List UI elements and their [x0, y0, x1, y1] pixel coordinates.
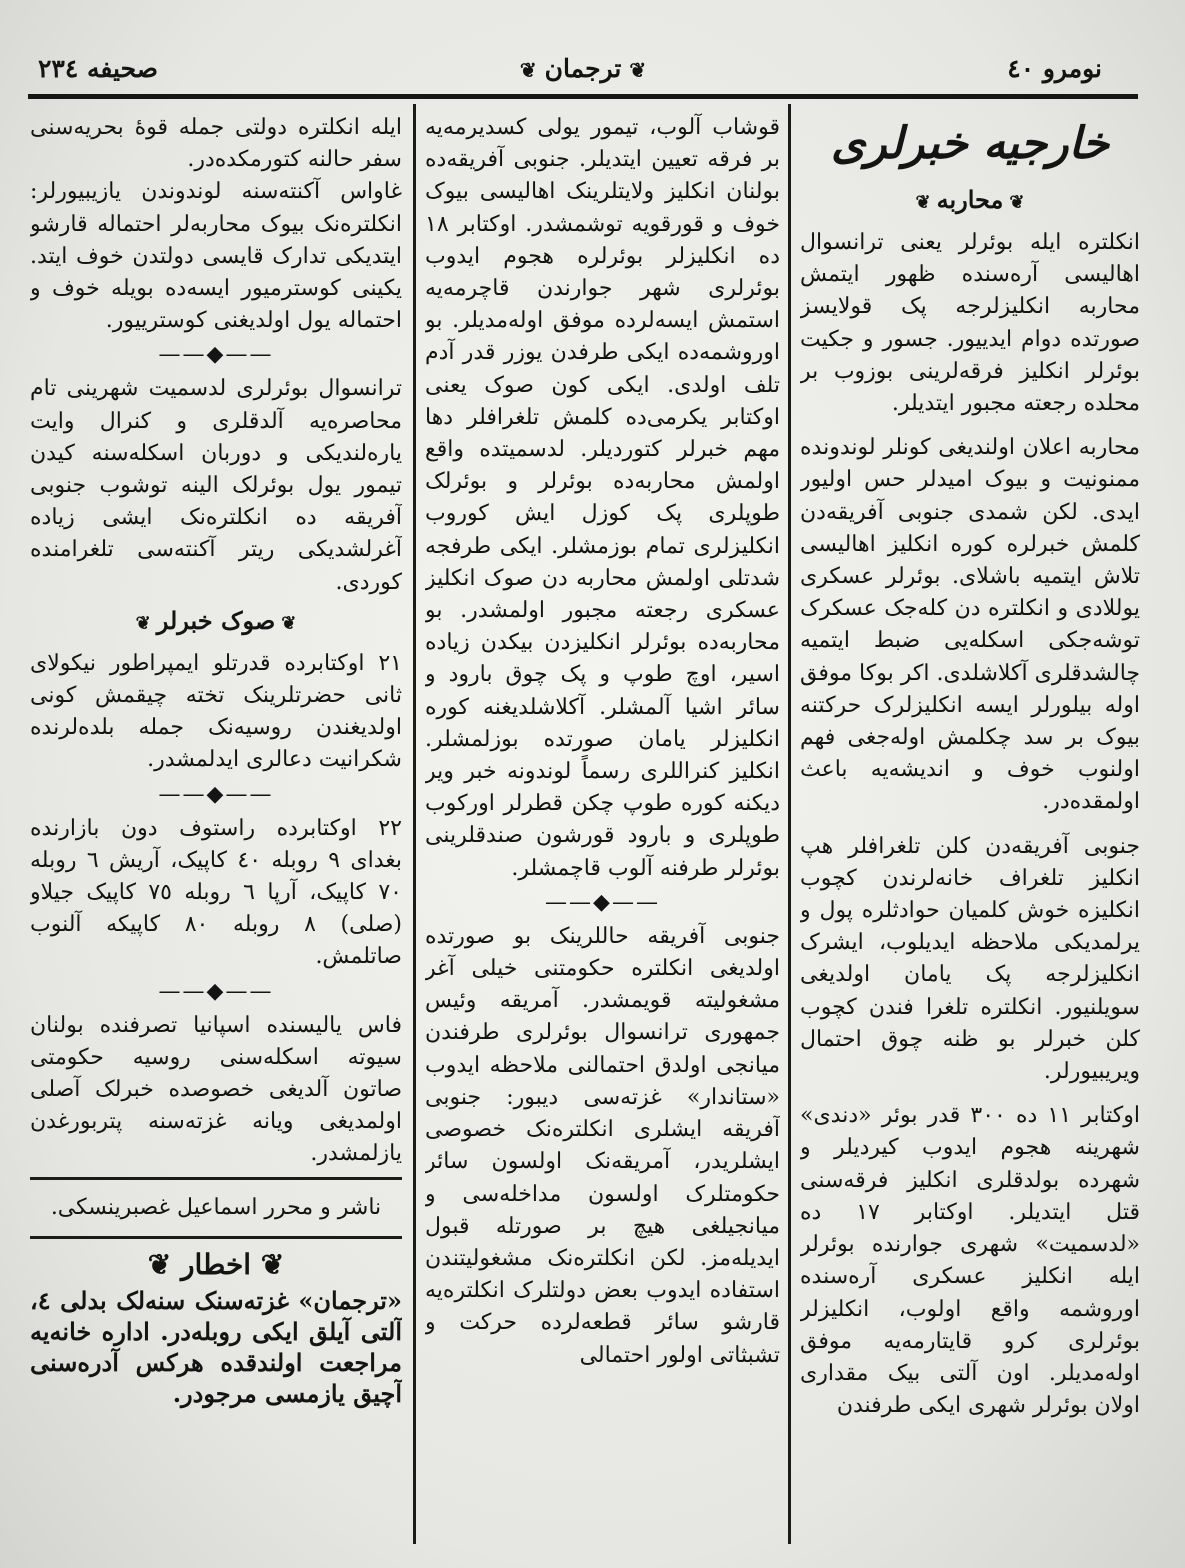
- section-heading: [800, 180, 1140, 223]
- ornament-icon: ❦: [260, 1247, 285, 1281]
- article-paragraph: فاس یالیسنده اسپانیا تصرفنده بولنان سیوته اسکله‌سنی روسیه حکومتی صاتون آلدیغی خصوصده خبرلک آصلی اولمدیغی ویانه غزته‌سنه پتربورغدن یازلمشدر.: [30, 1012, 402, 1167]
- section-heading-text: صوک خبرلر: [156, 605, 276, 635]
- column-left: [30, 112, 402, 1542]
- page-number: صحیفه ٢٣٤: [38, 54, 158, 83]
- ornament-icon: ❦: [147, 1247, 172, 1281]
- page-header: [28, 40, 1138, 96]
- column-rule-left: [413, 104, 416, 1544]
- article-paragraph: ایله انکلتره دولتی جمله قوهٔ بحریه‌سنی سفر حالنه کتورمکده‌در.: [30, 115, 402, 173]
- section-masthead: خارجیه خبرلری: [830, 118, 1110, 169]
- ornament-icon: ❦: [135, 612, 151, 634]
- ornament-icon: ❦: [629, 58, 647, 82]
- column-right: [800, 112, 1140, 1542]
- rule: [30, 1236, 402, 1239]
- rule: [30, 1177, 402, 1180]
- article-paragraph: ترانسوال بوئرلری لدسمیت شهرینی تام محاصره‌یه آلدقلری و کنرال وایت یاره‌لندیکی و دوربان اسکله‌سنه کیدن تیمور یول بوئرلک الینه توشوب جنوبی آفریقه ده انکلتره‌نک ایشی زیاده آغرلشدیکی ریتر آکنته‌سی تلغرامنده کوردی.: [30, 376, 402, 595]
- ornament-icon: ❦: [1009, 192, 1025, 213]
- section-heading-text: محاربه: [936, 185, 1004, 214]
- article-paragraph: محاربه اعلان اولندیغی کونلر لوندونده ممنونیت و بیوک امیدلر حس اولیور ایدی. لکن شمدی جنوبی آفریقه‌دن کلمش خبرلره کوره انکلیز اهالیسی تلاش ایتمیه باشلای. بوئرلر عسکری یوللادی و انکلتره دن کله‌جک عسکرک توشه‌جکی اسکله‌یی ضبط ایتمیه چالشدقلری آکلاشلدی. اکر بوکا موفق اوله بیلورلر ایسه انکلیزلرک حرکتنه بیوک بر سد چکلمش اوله‌جغی فهم اولنوب خوف و اندیشه‌یه باعث اولمقده‌در.: [800, 435, 1140, 815]
- divider-ornament: ——◆——: [158, 342, 274, 368]
- article-paragraph: جنوبی آفریقه‌دن کلن تلغرافلر هپ انکلیز تلغراف خانه‌لرندن کچوب انکلیزه خوش کلمیان حوادثلره پول و یرلمدیکی ملاحظه ایدیلوب، ایشرک انکلیزلرجه پک یامان اولدیغی سویلنیور. انکلتره تلغرا فندن کچوب کلن خبرلر بو ظنه چوق احتمال ویریبیورلر.: [800, 833, 1140, 1085]
- column-middle: [425, 112, 780, 1542]
- divider-ornament: ——◆——: [158, 781, 274, 807]
- article-paragraph: قوشاب آلوب، تیمور یولی کسدیرمه‌یه بر فرقه تعیین ایتدیلر. جنوبی آفریقه‌ده بولنان انکلیز ولایتلرینک اهالیسی بیوک خوف و قورقویه توشمشدر. اوکتابر ١٨ ده انکلیزلر بوئرلره هجوم ایدوب بوئرلری شهر جوارندن قاچرمه‌یه استمش ایسه‌لرده موفق اوله‌مدیلر. بو اوروشمه‌ده ایکی طرفدن یوزر قدر آدم تلف اولدی. ایکی کون صوک یعنی اوکتابر یکرمی‌ده کلمش تلغرافلر دها مهم خبرلر کتوردیلر. لدسمیتده واقع اولمش محاربه‌ده بوئرلر و بوئرلک طوپلری پک کوزل ایش کوروب انکلیزلری تمام بوزمشلر. ایکی طرفجه شدتلی اولمش محاربه دن صوک انکلیز عسکری رجعته مجبور اولمشدر. بو محاربه‌ده بوئرلر انکلیزدن بیکدن زیاده اسیر، اوچ طوپ و پک چوق بارود و سائر اشیا آلمشلر. آکلاشلدیغنه کوره انکلیزلر یامان صورتده بوزلمشلر. انکلیز کنراللری رسماً لوندونه خبر ویر دیکنه کوره طوپ چکن قطرلر اورکوب طوپلری و بارود قورشون صندقلرینی بوئرلر طرفنه آلوب قاچمشلر.: [425, 115, 780, 881]
- column-rule-right: [788, 104, 791, 1544]
- notice-heading: [30, 1245, 402, 1285]
- paper-title-text: ترجمان: [544, 54, 622, 83]
- ornament-icon: ❦: [915, 192, 931, 213]
- ornament-icon: ❦: [281, 612, 297, 634]
- article-paragraph: غاواس آکنته‌سنه لوندوندن یازیبیورلر: انکلتره‌نک بیوک محاربه‌لر احتماله قارشو ایتدیکی تدارک قایسی دولتدن خوف ایتد. یکینی کوسترمیور ایسه‌ده بویله خوف و احتماله یول اولدیغنی کوسترییور.: [30, 179, 402, 334]
- ornament-icon: ❦: [519, 58, 537, 82]
- divider-ornament: ——◆——: [158, 978, 274, 1004]
- article-paragraph: انکلتره ایله بوئرلر یعنی ترانسوال اهالیسی آره‌سنده ظهور ایتمش محاربه انکلیزلرجه پک قولایسز صورتده دوام ایدییور. جسور و جکیت بوئرلر انکلیز فرقه‌لرینی بوزوب بر محلده رجعته مجبور ایتدیلر.: [800, 230, 1140, 417]
- article-paragraph: ٢٢ اوکتابرده راستوف دون بازارنده بغدای ٩ روبله ٤٠ کاپیک، آریش ٦ روبله ٧٠ کاپیک، آرپا ٦ روبله ٧٥ کاپیک جیلاو (صلی) ٨ روبله ٨٠ کاپیکه آلنوب صاتلمش.: [30, 815, 402, 970]
- article-paragraph: جنوبی آفریقه حاللرینک بو صورتده اولدیغی انکلتره حکومتنی خیلی آغر مشغولیته قویمشدر. آمریقه وئیس جمهوری ترانسوال بوئرلری طرفندن میانجی اولدق احتمالنی ملاحظه ایدوب «ستاندار» غزته‌سی دیبور: جنوبی آفریقه ایشلری انکلتره‌نک خصوصی ایشلریدر، آمریقه‌نک اولسون سائر حکومتلرک اولسون مداخله‌سی و میانجیلغی هیچ بر صورتله قبول ایدیله‌مز. لکن انکلتره‌نک مشغولیتندن استفاده ایدوب بعض دولتلرک انکلتره‌یه قارشو سائر قطعه‌لرده حرکت و تشبثاتی اولور احتمالی: [425, 923, 780, 1368]
- section-heading: [30, 601, 402, 644]
- article-paragraph: اوکتابر ١١ ده ٣٠٠ قدر بوئر «دندی» شهرینه هجوم ایدوب کیردیلر و شهرده بولدقلری انکلیز فرقه‌سنی قتل ایتدیلر. اوکتابر ١٧ ده «لدسمیت» شهری جوارنده بوئرلر ایله انکلیز عسکری آره‌سنده اوروشمه واقع اولوب، انکلیزلر بوئرلری کرو قایتارمه‌یه موفق اوله‌مدیلر. اون آلتی بیک مقداری اولان بوئرلر شهری ایکی طرفندن: [800, 1103, 1140, 1419]
- issue-number: نومرو ٤٠: [1007, 54, 1102, 83]
- notice-heading-text: اخطار: [180, 1247, 252, 1281]
- publisher-line: ناشر و محرر اسماعیل غصبرینسکی.: [50, 1194, 382, 1220]
- paper-title: [28, 54, 1138, 83]
- article-paragraph: ٢١ اوکتابرده قدرتلو ایمپراطور نیکولای ثانی حضرتلرینک تخته چیقمش کونی اولدیغندن روسیه‌نک جمله بلده‌لرنده شکرانیت دعالری ایدلمشدر.: [30, 650, 402, 773]
- notice-text: «ترجمان» غزته‌سنک سنه‌لک بدلی ٤، آلتی آیلق ایکی روبله‌در. اداره خانه‌یه مراجعت اولندقده هرکس آدره‌سنی آچیق یازمسی مرجودر.: [30, 1285, 402, 1408]
- divider-ornament: ——◆——: [545, 889, 660, 915]
- header-rule: [28, 94, 1138, 99]
